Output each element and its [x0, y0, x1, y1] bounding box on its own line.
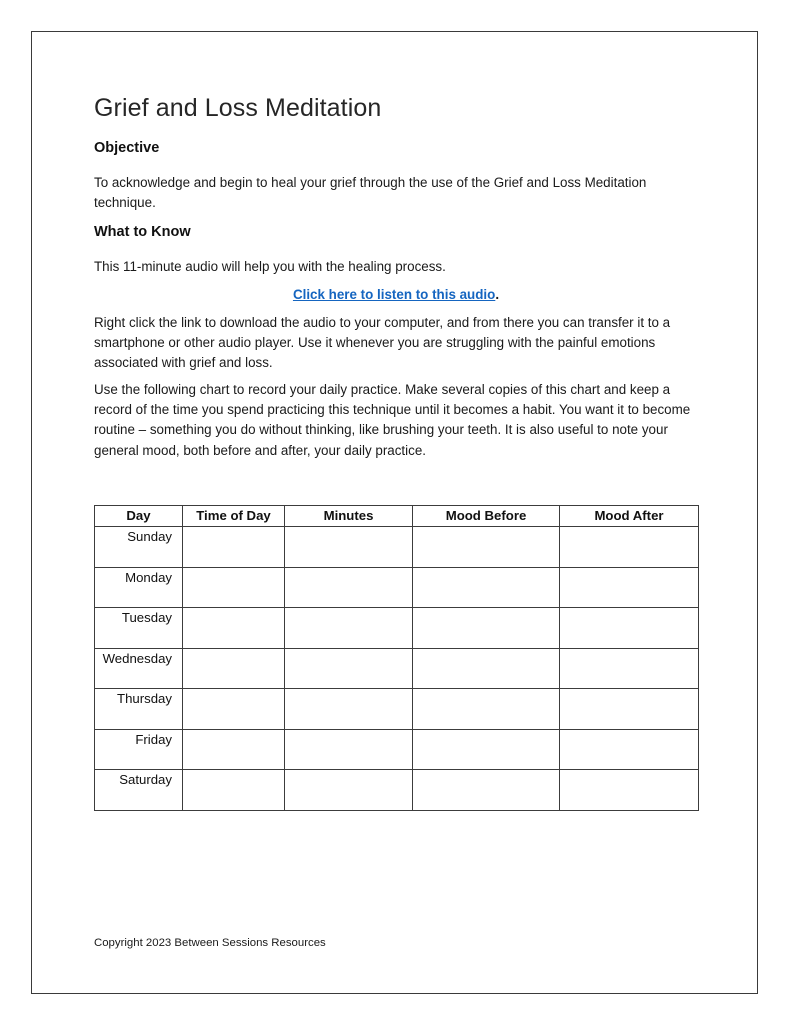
cell-mood-after-thursday[interactable] [560, 689, 699, 730]
cell-time-of-day-thursday[interactable] [183, 689, 285, 730]
cell-minutes-friday[interactable] [285, 729, 413, 770]
cell-mood-after-sunday[interactable] [560, 527, 699, 568]
cell-time-of-day-saturday[interactable] [183, 770, 285, 811]
cell-minutes-thursday[interactable] [285, 689, 413, 730]
column-header-time-of-day: Time of Day [183, 506, 285, 527]
table-row [95, 648, 699, 689]
page-sheet [31, 31, 758, 994]
cell-mood-before-wednesday[interactable] [413, 648, 560, 689]
day-label-saturday: Saturday [95, 770, 183, 811]
cell-time-of-day-wednesday[interactable] [183, 648, 285, 689]
section-heading-what-to-know: What to Know [94, 224, 191, 240]
cell-mood-before-sunday[interactable] [413, 527, 560, 568]
audio-description-text: This 11-minute audio will help you with the healing process. [94, 259, 446, 274]
cell-mood-after-wednesday[interactable] [560, 648, 699, 689]
column-header-minutes: Minutes [285, 506, 413, 527]
table-row [95, 770, 699, 811]
cell-mood-before-friday[interactable] [413, 729, 560, 770]
cell-mood-before-tuesday[interactable] [413, 608, 560, 649]
cell-minutes-wednesday[interactable] [285, 648, 413, 689]
audio-link-paragraph [94, 285, 698, 305]
cell-minutes-monday[interactable] [285, 567, 413, 608]
cell-mood-before-thursday[interactable] [413, 689, 560, 730]
cell-mood-before-saturday[interactable] [413, 770, 560, 811]
section-heading-objective: Objective [94, 140, 160, 156]
cell-minutes-saturday[interactable] [285, 770, 413, 811]
cell-time-of-day-monday[interactable] [183, 567, 285, 608]
daily-practice-table [94, 505, 699, 811]
chart-instructions-text: Use the following chart to record your daily practice. Make several copies of this chart and keep a record of the time you spend practicing this technique until it becomes a habit. You want it to become routine – something you do without thinking, like brushing your teeth. It is also useful to note your general mood, both before and after, your daily practice. [94, 382, 691, 458]
column-header-mood-after: Mood After [560, 506, 699, 527]
cell-time-of-day-tuesday[interactable] [183, 608, 285, 649]
cell-time-of-day-sunday[interactable] [183, 527, 285, 568]
cell-mood-after-tuesday[interactable] [560, 608, 699, 649]
table-header-row [95, 506, 699, 527]
day-label-monday: Monday [95, 567, 183, 608]
day-label-friday: Friday [95, 729, 183, 770]
cell-mood-after-saturday[interactable] [560, 770, 699, 811]
table-row [95, 527, 699, 568]
table-row [95, 689, 699, 730]
page-title: Grief and Loss Meditation [94, 94, 382, 122]
cell-time-of-day-friday[interactable] [183, 729, 285, 770]
day-label-tuesday: Tuesday [95, 608, 183, 649]
day-label-sunday: Sunday [95, 527, 183, 568]
right-click-instructions-text: Right click the link to download the audio to your computer, and from there you can transfer it to a smartphone or other audio player. Use it whenever you are struggling with the painful emotions associated with grief and loss. [94, 315, 671, 371]
column-header-day: Day [95, 506, 183, 527]
table-row [95, 567, 699, 608]
cell-mood-after-monday[interactable] [560, 567, 699, 608]
table-row [95, 729, 699, 770]
day-label-wednesday: Wednesday [95, 648, 183, 689]
listen-to-audio-link[interactable]: Click here to listen to this audio [292, 287, 496, 302]
link-trailing-period: . [495, 287, 500, 302]
cell-mood-after-friday[interactable] [560, 729, 699, 770]
cell-minutes-tuesday[interactable] [285, 608, 413, 649]
day-label-thursday: Thursday [95, 689, 183, 730]
table-row [95, 608, 699, 649]
column-header-mood-before: Mood Before [413, 506, 560, 527]
cell-mood-before-monday[interactable] [413, 567, 560, 608]
cell-minutes-sunday[interactable] [285, 527, 413, 568]
objective-body-text: To acknowledge and begin to heal your grief through the use of the Grief and Loss Meditation technique. [94, 175, 647, 211]
footer-copyright: Copyright 2023 Between Sessions Resources [94, 937, 326, 949]
